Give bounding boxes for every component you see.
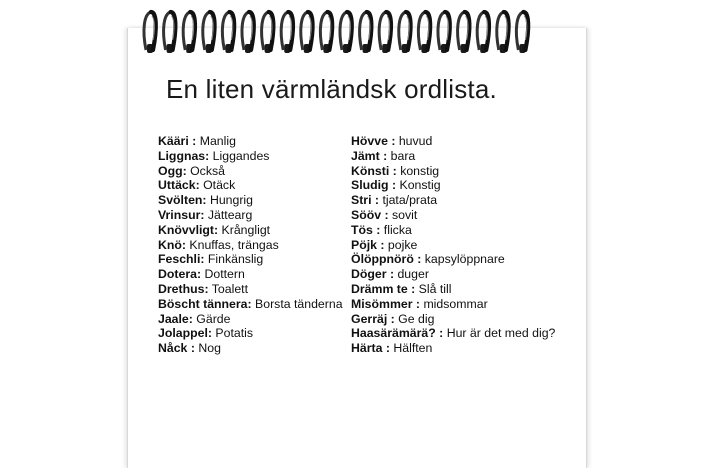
word-meaning: pojke <box>387 237 418 252</box>
dialect-word: Misömmer : <box>351 296 421 311</box>
list-item <box>158 238 343 253</box>
dialect-word: Hövve : <box>351 134 396 148</box>
spiral-ring <box>203 12 215 53</box>
list-item <box>351 282 555 297</box>
word-meaning: Också <box>190 163 225 178</box>
word-meaning: Krångligt <box>221 222 271 237</box>
dialect-word: Jolappel: <box>158 326 212 341</box>
spiral-ring <box>222 12 234 53</box>
list-item <box>351 312 555 327</box>
spiral-ring <box>301 12 313 53</box>
spiral-ring <box>418 12 430 53</box>
dialect-word: Böscht tännera: <box>158 296 252 311</box>
spiral-ring <box>242 12 254 53</box>
dialect-word: Kääri : <box>158 134 197 148</box>
list-item <box>351 193 555 208</box>
list-item <box>158 252 343 267</box>
list-item <box>158 208 343 223</box>
word-meaning: Otäck <box>203 178 236 193</box>
word-meaning: tjata/prata <box>382 193 438 208</box>
word-meaning: Hälften <box>393 341 433 356</box>
list-item <box>351 208 555 223</box>
spiral-ring <box>379 12 391 53</box>
spiral-ring <box>281 12 293 53</box>
dialect-word: Pöjk : <box>351 237 385 252</box>
list-item <box>351 134 555 149</box>
word-meaning: Hungrig <box>209 193 254 208</box>
list-item <box>351 297 555 312</box>
dialect-word: Gerräj : <box>351 311 395 326</box>
spiral-binding <box>0 0 711 70</box>
dialect-word: Svölten: <box>158 193 207 208</box>
spiral-ring <box>320 12 332 53</box>
word-meaning: Liggandes <box>212 148 270 163</box>
dialect-word: Ölöppnörö : <box>351 252 422 267</box>
spiral-ring <box>262 12 274 53</box>
dialect-word: Döger : <box>351 267 395 282</box>
dialect-word: Knö: <box>158 237 186 252</box>
dialect-word: Uttäck: <box>158 178 200 193</box>
list-item <box>158 341 343 356</box>
spiral-ring <box>477 12 489 53</box>
list-item <box>351 149 555 164</box>
list-item <box>351 164 555 179</box>
dialect-word: Jaale: <box>158 311 193 326</box>
dialect-word: Ogg: <box>158 163 187 178</box>
list-item <box>351 326 555 341</box>
spiral-ring <box>144 12 156 53</box>
dialect-word: Drethus: <box>158 281 209 296</box>
left-word-list <box>158 134 343 356</box>
word-meaning: duger <box>397 267 429 282</box>
word-meaning: Jättearg <box>207 207 253 222</box>
word-meaning: Knuffas, trängas <box>189 237 279 252</box>
word-meaning: Toalett <box>211 281 248 296</box>
spiral-ring <box>164 12 176 53</box>
list-item <box>158 326 343 341</box>
dialect-word: Drämm te : <box>351 281 416 296</box>
dialect-word: Könsti : <box>351 163 397 178</box>
dialect-word: Härta : <box>351 341 390 356</box>
spiral-ring <box>399 12 411 53</box>
dialect-word: Feschli: <box>158 252 205 267</box>
list-item <box>158 134 343 149</box>
spiral-ring <box>340 12 352 53</box>
list-item <box>351 238 555 253</box>
dialect-word: Jämt : <box>351 148 388 163</box>
word-meaning: Konstig <box>399 178 441 193</box>
word-meaning: Finkänslig <box>207 252 264 267</box>
list-item <box>158 297 343 312</box>
list-item <box>351 178 555 193</box>
word-meaning: konstig <box>400 163 440 178</box>
word-meaning: Nog <box>198 341 221 356</box>
word-meaning: flicka <box>383 222 412 237</box>
word-meaning: Dottern <box>204 267 245 282</box>
dialect-word: Nåck : <box>158 341 195 356</box>
word-meaning: Manlig <box>199 134 236 148</box>
page-title: En liten värmländsk ordlista. <box>166 74 497 104</box>
dialect-word: Knövvligt: <box>158 222 219 237</box>
spiral-ring <box>458 12 470 53</box>
word-meaning: Borsta tänderna <box>255 296 343 311</box>
list-item <box>158 149 343 164</box>
word-meaning: midsommar <box>423 296 488 311</box>
dialect-word: Dotera: <box>158 267 202 282</box>
list-item <box>351 223 555 238</box>
spiral-ring <box>516 12 528 53</box>
list-item <box>351 252 555 267</box>
list-item <box>158 312 343 327</box>
word-meaning: Ge dig <box>398 311 435 326</box>
word-meaning: bara <box>390 148 416 163</box>
list-item <box>158 282 343 297</box>
dialect-word: Sludig : <box>351 178 397 193</box>
dialect-word: Sööv : <box>351 207 389 222</box>
word-meaning: Potatis <box>215 326 253 341</box>
word-meaning: Gärde <box>196 311 231 326</box>
word-meaning: Hur är det med dig? <box>446 326 556 341</box>
list-item <box>351 267 555 282</box>
list-item <box>158 267 343 282</box>
list-item <box>158 223 343 238</box>
list-item <box>158 193 343 208</box>
word-meaning: Slå till <box>418 281 452 296</box>
spiral-ring <box>183 12 195 53</box>
dialect-word: Stri : <box>351 193 380 208</box>
dialect-word: Liggnas: <box>158 148 210 163</box>
dialect-word: Haasärämärä? : <box>351 326 444 341</box>
spiral-ring <box>438 12 450 53</box>
word-meaning: huvud <box>398 134 433 148</box>
dialect-word: Tös : <box>351 222 381 237</box>
word-meaning: kapsylöppnare <box>424 252 505 267</box>
list-item <box>158 178 343 193</box>
word-meaning: sovit <box>392 207 418 222</box>
list-item <box>351 341 555 356</box>
dialect-word: Vrinsur: <box>158 207 205 222</box>
spiral-ring <box>497 12 509 53</box>
right-word-list <box>351 134 555 356</box>
list-item <box>158 164 343 179</box>
spiral-ring <box>360 12 372 53</box>
